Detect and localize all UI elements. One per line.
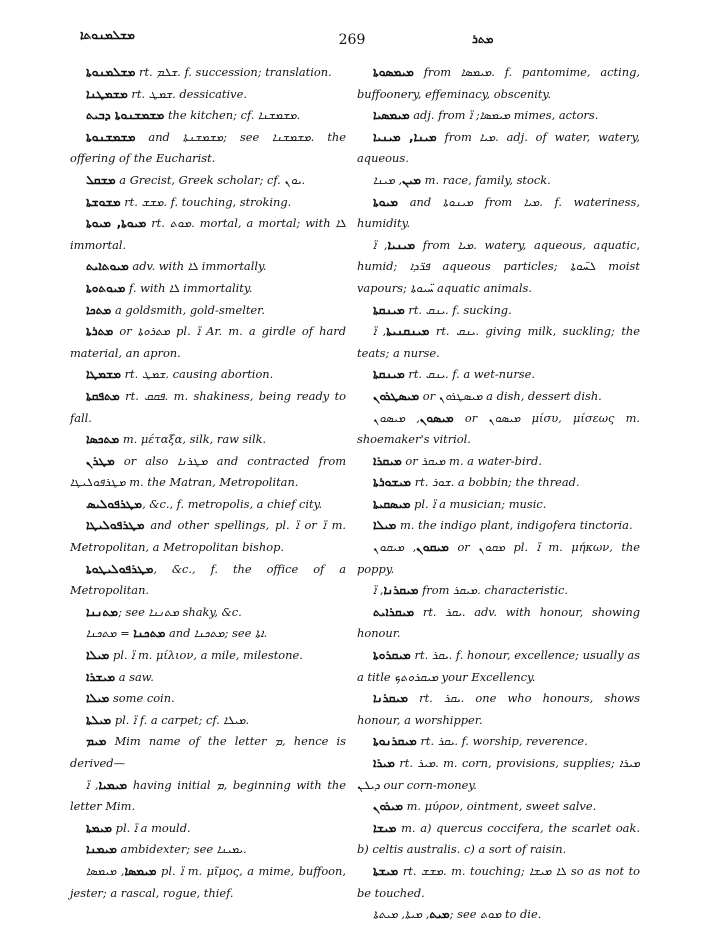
headword: ܡܝܣܛܪܘܢ — [373, 388, 420, 403]
dictionary-entry — [357, 321, 640, 364]
definition: or ܡܝܩܪ m. a water-bird. — [401, 453, 542, 468]
dictionary-entry — [357, 105, 640, 127]
dictionary-entry — [70, 559, 346, 602]
definition: , &c., f. the office of a Metropolitan. — [70, 561, 346, 598]
definition: pl. ܐ̈ f. a carpet; cf. ܡܝܠܐ. — [111, 712, 250, 727]
dictionary-entry — [357, 645, 640, 688]
definition: rt. ܡܘܬ. mortal, a mortal; with ܠܐ immortal. — [70, 216, 346, 252]
dictionary-entry — [70, 364, 346, 386]
definition: rt. ܝܩܪ. f. honour, excellence; usually as a title ܡܝܩܪܘܬܟ your Excellency. — [357, 648, 640, 684]
headword: ܡܝܢܝܐ — [387, 237, 416, 252]
dictionary-entry — [357, 688, 640, 731]
dictionary-entry — [70, 429, 346, 451]
dictionary-entry — [70, 192, 346, 214]
dictionary-entry — [70, 731, 346, 774]
definition: or also ܡܛܪܢܐ and contracted from ܡܛܪܦܘܠܝܛܐ m. the Matran, Metropolitan. — [70, 453, 346, 490]
headword: ܡܬܪܬܐ — [86, 324, 114, 339]
definition: rt. ܝܩܪ. one who honours, shows honour, a worshipper. — [357, 691, 640, 727]
headword: ܡܝܠܐ — [373, 518, 397, 533]
headword: ܡܝܢܩܬܐ — [373, 302, 405, 317]
definition: rt. ܡܝܪ. m. corn, provisions, supplies; ܡܝܪܐ ܕܝܠܢ our corn-money. — [357, 756, 640, 792]
dictionary-entry — [70, 300, 346, 322]
dictionary-entry — [357, 472, 640, 494]
definition: pl. ܐ̈ m. μίλιον, a mile, milestone. — [109, 648, 303, 663]
dictionary-entry — [70, 710, 346, 732]
dictionary-entry — [357, 364, 640, 386]
dictionary-entry — [70, 688, 346, 710]
headword: ܡܝܡ — [86, 734, 107, 749]
definition: , ܡܝܢܐ m. race, family, stock. — [373, 172, 551, 187]
headword: ܡܝܩܪܐ — [373, 453, 402, 468]
headword: ܡܝܘܬܘܬܐ — [86, 280, 126, 295]
headword: ܡܛܪܦܘܠܝܣ — [86, 496, 143, 511]
headword: ܡܛܪܢ — [86, 453, 115, 468]
definition: , ܐ̈ from ܡܝܩܪ. characteristic. — [373, 583, 568, 598]
dictionary-entry — [357, 451, 640, 473]
definition: adv. with ܠܐ immortally. — [128, 259, 267, 274]
dictionary-entry — [357, 796, 640, 818]
definition: f. with ܠܐ immortality. — [125, 280, 253, 295]
definition: or ܡܬܪܘܬܐ pl. ܐ̈ Ar. m. a girdle of hard material, an apron. — [70, 324, 346, 360]
definition: rt. ܝܢܩ. f. a wet-nurse. — [404, 367, 535, 382]
definition: rt. ܫܡܛ. causing abortion. — [120, 367, 274, 382]
headword: ܡܝܣܘܢ — [419, 410, 454, 425]
definition: rt. ܫܘܪ. a bobbin; the thread. — [411, 475, 580, 490]
definition: rt. ܝܢܩ. f. sucking. — [404, 302, 512, 317]
definition: , &c., f. metropolis, a chief city. — [142, 496, 323, 511]
definition: pl. ܐ̈ a musician; music. — [410, 496, 547, 511]
page-number: 269 — [338, 32, 366, 48]
definition: rt. ܝܩܪ. f. worship, reverence. — [416, 734, 588, 749]
definition: the kitchen; cf. ܡܫܡܫܢܐ. — [164, 108, 301, 123]
definition: from ܡܝܡܣܐ. f. pantomime, acting, buffoonery, effeminacy, obscenity. — [357, 65, 641, 101]
headword: ܡܝܡܝܐ — [98, 777, 128, 792]
definition: m. a) quercus coccifera, the scarlet oak. b) celtis australis. c) a sort of raisin. — [357, 820, 640, 857]
definition: , ܐ̈ from ܡܝܐ. watery, aqueous, aquatic, humid; ܦܪ̈ܕܐ aqueous particles; ܠܚ̈ܘܬܐ moist vapours; ܚ̈ܝܘܬܐ aquatic animals. — [357, 237, 640, 295]
dictionary-entry — [70, 775, 346, 818]
headword: ܡܝܘܬܐ, ܡܝܘܬܐ — [86, 216, 147, 231]
definition: a Grecist, Greek scholar; cf. ܝܘܢ. — [115, 172, 306, 187]
headword: ܡܝܫܐ — [373, 820, 397, 835]
definition: rt. ܡܫܫ. m. touching; ܠܐ ܡܝܫܐ so as not to be touched. — [357, 863, 641, 900]
headword: ܡܝܪܐ — [373, 756, 395, 770]
dictionary-entry — [70, 623, 346, 645]
definition: rt. ܫܠܡ. f. succession; translation. — [135, 65, 332, 79]
headword: ܡܝܢܐ, ܡܝܢܝܐ — [373, 129, 437, 144]
header-left-word: ܡܫܠܡܢܘܬܐ — [80, 28, 135, 42]
headword: ܡܝܣܩܝܬܐ — [373, 496, 411, 511]
definition: a goldsmith, gold-smelter. — [111, 302, 265, 317]
dictionary-entry — [357, 753, 640, 796]
headword: ܡܫܡܛܢܐ — [86, 86, 128, 101]
definition: rt. ܝܩܪ. adv. with honour, showing honour. — [357, 604, 641, 641]
left-column — [70, 62, 346, 904]
definition: , ܡܝܣܘܢ or ܡܝܣܘܢ μίσυ, μίσεως m. shoemaker's vitriol. — [357, 410, 641, 447]
headword: ܡܫܘܫܬܐ — [86, 194, 121, 209]
dictionary-entry — [357, 408, 640, 451]
definition: , ܐ̈ rt. ܝܢܩ. giving milk, suckling; the teats; a nurse. — [357, 324, 641, 360]
dictionary-entry — [70, 386, 346, 429]
headword: ܡܝܡܬܐ — [86, 820, 113, 835]
dictionary-entry — [70, 818, 346, 840]
definition: adj. from ܡܝܡܣܐ; ܐ̈ mimes, actors. — [409, 108, 599, 123]
headword: ܡܝܩܪܢܐ — [383, 583, 419, 598]
headword: ܡܫܡܫܢܘܬܐ — [86, 129, 136, 144]
definition: a saw. — [115, 669, 154, 684]
headword: ܡܝܠܐ — [86, 648, 110, 663]
headword: ܡܝܪܘܢ — [373, 799, 404, 814]
dictionary-entry — [357, 170, 640, 192]
headword: ܡܬܟܐ — [86, 302, 112, 317]
dictionary-entry — [70, 62, 346, 84]
headword: ܡܝܩܪܘܬܐ — [373, 648, 411, 663]
headword: ܡܫܡܫܢܘܬܐ ܕܒܝܬ — [86, 108, 165, 123]
headword: ܡܬܦܩܬܐ — [86, 388, 120, 403]
headword: ܡܝܡܣܝܐ — [373, 108, 410, 123]
definition: pl. ܐ̈ a mould. — [112, 820, 191, 835]
dictionary-entry — [70, 494, 346, 516]
dictionary-entry — [70, 105, 346, 127]
definition: Mim name of the letter ܡ, hence is derived— — [70, 734, 346, 770]
headword: ܡܬܟܣܐ — [86, 432, 120, 447]
definition: , ܡܝܩܘܢ or ܡܩܘܢ pl. ܐ̈ m. μήκων, the poppy. — [357, 540, 641, 576]
dictionary-entry — [70, 602, 346, 624]
dictionary-entry — [357, 515, 640, 537]
headword: ܡܝܩܪܐܝܬ — [373, 604, 415, 619]
definition: m. μύρον, ointment, sweet salve. — [403, 799, 597, 814]
dictionary-entry — [70, 256, 346, 278]
definition: from ܡܝܐ. adj. of water, watery, aqueous. — [357, 129, 640, 166]
headword: ܡܝܘܬܐܝܬ — [86, 259, 129, 274]
definition: rt. ܫܡܛ. dessicative. — [127, 86, 247, 101]
headword: ܡܝܢܩܬܐ — [373, 367, 405, 382]
dictionary-entry — [70, 861, 346, 904]
definition: , ܡܝܡܣܐ pl. ܐ̈ m. μῖμος, a mime, buffoon, jester; a rascal, rogue, thief. — [70, 863, 346, 900]
definition: m. μέταξα, silk, raw silk. — [119, 432, 267, 447]
definition: ambidexter; see ܝܡܝܢܐ. — [116, 842, 247, 857]
headword: ܡܬܟܢܐ — [133, 626, 166, 641]
definition: rt. ܡܫܫ. f. touching, stroking. — [120, 194, 292, 209]
headword: ܡܝܩܘܢ — [416, 540, 449, 555]
dictionary-entry — [70, 667, 346, 689]
headword: ܡܝܢܩܢܝܬܐ — [386, 324, 430, 339]
dictionary-entry — [357, 537, 640, 580]
headword: ܡܝܬ — [429, 907, 450, 922]
headword: ܡܝܩܪܢܐ — [373, 691, 409, 706]
headword: ܡܫܡܛܐ — [86, 367, 121, 382]
headword: ܡܛܪܦܘܠܝܛܘܬܐ — [86, 561, 154, 576]
definition: = ܡܬܟܢܐ and ܡܬܟܢܐ; see ܐܬܐ. — [86, 626, 268, 641]
headword: ܡܝܡܣܘܬܐ — [373, 65, 414, 79]
header-right-word: ܡܬܪ — [472, 32, 494, 46]
definition: , ܡܝܬܐ, ܡܝܬܬܐ; see ܡܘܬ to die. — [373, 907, 542, 922]
dictionary-entry — [357, 62, 640, 105]
dictionary-entry — [70, 451, 346, 494]
dictionary-entry — [357, 818, 640, 861]
dictionary-entry — [357, 235, 640, 300]
dictionary-entry — [70, 127, 346, 170]
definition: some coin. — [109, 691, 175, 706]
dictionary-entry — [70, 170, 346, 192]
right-column — [357, 62, 640, 926]
dictionary-entry — [357, 127, 640, 170]
headword: ܡܝܢ — [402, 172, 422, 187]
definition: and ܡܫܡܫܢܬܐ; see ܡܫܡܫܢܐ. the offering of the Eucharist. — [70, 129, 346, 166]
dictionary-entry — [70, 645, 346, 667]
headword: ܡܝܡܣܐ — [124, 863, 157, 878]
headword: ܡܝܘܬܐ — [373, 194, 399, 209]
page-header — [0, 0, 704, 52]
headword: ܡܬܢܢܐ — [86, 604, 119, 619]
definition: and ܡܝܢܘܬܐ from ܡܝܐ. f. wateriness, humidity. — [357, 194, 640, 231]
headword: ܡܫܠܡܢܘܬܐ — [86, 65, 136, 79]
dictionary-entry — [70, 515, 346, 558]
headword: ܡܛܪܦܘܠܝܛܐ — [86, 518, 145, 533]
headword: ܡܝܠܬܐ — [86, 712, 112, 727]
dictionary-entry — [357, 192, 640, 235]
dictionary-entry — [357, 386, 640, 408]
dictionary-entry — [357, 904, 640, 926]
headword: ܡܝܠܐ — [86, 691, 110, 706]
definition: rt. ܦܩܩ. m. shakiness, being ready to fall. — [70, 388, 347, 425]
dictionary-entry — [357, 300, 640, 322]
dictionary-entry — [70, 213, 346, 256]
dictionary-entry — [357, 494, 640, 516]
definition: m. the indigo plant, indigofera tinctoria. — [396, 518, 633, 533]
definition: or ܡܝܣܛܪܘܢ a dish, dessert dish. — [419, 388, 602, 403]
headword: ܡܝܫܘܪܬܐ — [373, 475, 412, 490]
headword: ܡܝܫܬܐ — [373, 863, 399, 878]
definition: and other spellings, pl. ܐ̈ or ܐ̈ m. Metropolitan, a Metropolitan bishop. — [70, 518, 347, 555]
dictionary-entry — [357, 861, 640, 904]
dictionary-entry — [70, 839, 346, 861]
headword: ܡܫܩܠ — [86, 172, 116, 187]
dictionary-entry — [70, 321, 346, 364]
dictionary-entry — [357, 731, 640, 753]
dictionary-entry — [70, 278, 346, 300]
dictionary-entry — [70, 84, 346, 106]
definition: , ܐ̈ having initial ܡ, beginning with the letter Mim. — [70, 777, 346, 814]
headword: ܡܝܡܢܐ — [86, 842, 117, 857]
headword: ܡܝܩܪܢܘܬܐ — [373, 734, 417, 749]
dictionary-entry — [357, 602, 640, 645]
definition: ; see ܡܬܢܢܐ shaky, &c. — [118, 604, 242, 619]
headword: ܡܝܫܪܐ — [86, 669, 116, 684]
dictionary-entry — [357, 580, 640, 602]
